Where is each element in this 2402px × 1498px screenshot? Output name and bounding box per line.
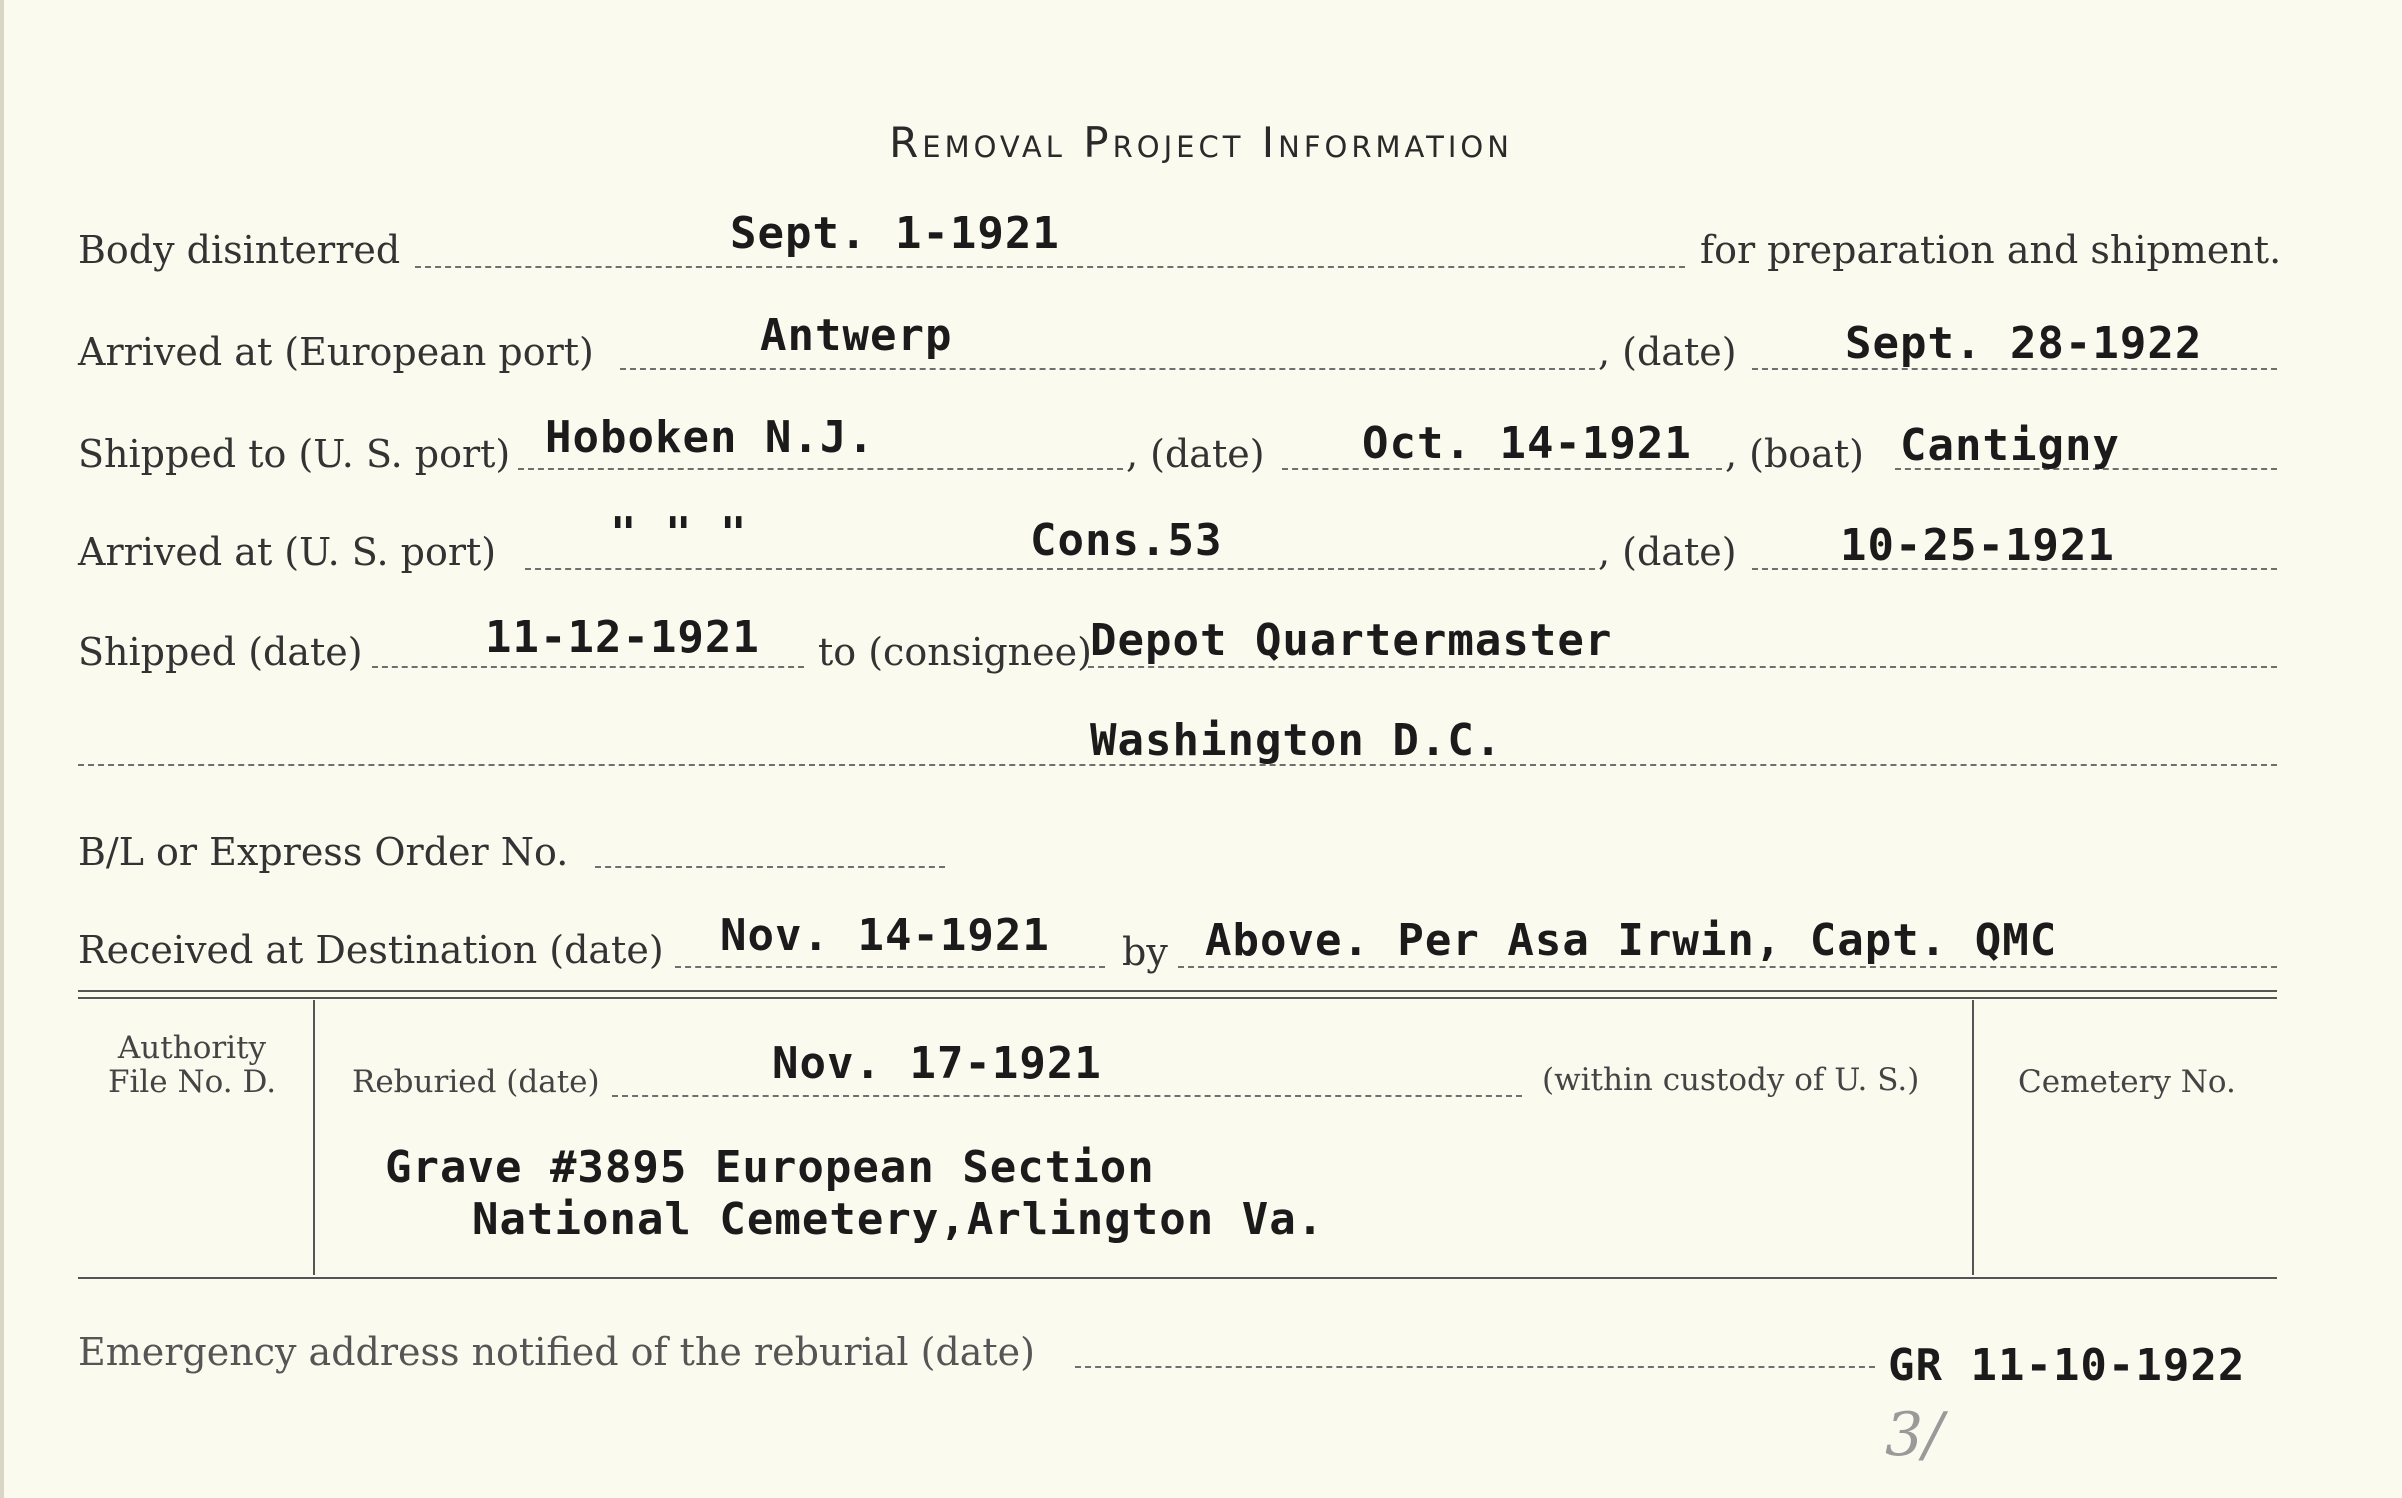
boat-value: Cantigny xyxy=(1900,420,2120,471)
arrived-us-label: Arrived at (U. S. port) xyxy=(78,530,497,574)
authority-line-2: File No. D. xyxy=(107,1064,277,1100)
pencil-mark: 3/ xyxy=(1885,1400,1944,1470)
us-port-arrived-cons: Cons.53 xyxy=(1030,515,1223,566)
custody-label: (within custody of U. S.) xyxy=(1542,1062,1920,1098)
shipped-consignee-date-value: 11-12-1921 xyxy=(485,612,760,663)
received-by-line xyxy=(1178,966,2277,968)
reburied-date-line xyxy=(612,1095,1522,1097)
bl-line xyxy=(595,866,945,868)
to-consignee-label: to (consignee) xyxy=(818,630,1092,674)
consignee-line-1 xyxy=(1088,666,2277,668)
us-port-arrived-ditto: " " " xyxy=(610,508,748,559)
shipped-date-label: , (date) xyxy=(1126,432,1265,476)
form-title: Removal Project Information xyxy=(889,118,1513,167)
received-date-line xyxy=(675,966,1105,968)
european-date-label: , (date) xyxy=(1598,330,1737,374)
for-preparation-label: for preparation and shipment. xyxy=(1700,228,2282,272)
us-port-shipped-line xyxy=(518,468,1123,470)
body-disinterred-value: Sept. 1-1921 xyxy=(730,208,1060,259)
boat-label: , (boat) xyxy=(1725,432,1864,476)
by-label: by xyxy=(1122,930,1168,974)
consignee-value-2: Washington D.C. xyxy=(1090,715,1503,766)
reburied-date-value: Nov. 17-1921 xyxy=(772,1038,1102,1089)
bl-label: B/L or Express Order No. xyxy=(78,830,569,874)
shipped-to-label: Shipped to (U. S. port) xyxy=(78,432,511,476)
shipped-consignee-date-label: Shipped (date) xyxy=(78,630,363,674)
european-port-line xyxy=(620,368,1595,370)
grave-line-2: National Cemetery,Arlington Va. xyxy=(472,1194,1325,1245)
section-rule-top-2 xyxy=(78,997,2277,999)
reburied-label: Reburied (date) xyxy=(352,1064,600,1100)
shipped-date-value: Oct. 14-1921 xyxy=(1362,418,1692,469)
european-date-value: Sept. 28-1922 xyxy=(1845,318,2203,369)
section-divider-left xyxy=(313,1000,315,1275)
us-port-shipped-value: Hoboken N.J. xyxy=(545,412,875,463)
cemetery-no-label: Cemetery No. xyxy=(2018,1064,2236,1100)
card-left-edge xyxy=(0,0,4,1498)
section-divider-right xyxy=(1972,1000,1974,1275)
arrived-date-label: , (date) xyxy=(1598,530,1737,574)
shipped-consignee-date-line xyxy=(372,666,804,668)
arrived-european-label: Arrived at (European port) xyxy=(78,330,594,374)
received-date-value: Nov. 14-1921 xyxy=(720,910,1050,961)
section-rule-bottom xyxy=(78,1277,2277,1279)
received-by-value: Above. Per Asa Irwin, Capt. QMC xyxy=(1205,915,2058,966)
consignee-value-1: Depot Quartermaster xyxy=(1090,615,1613,666)
received-label: Received at Destination (date) xyxy=(78,928,664,972)
body-disinterred-label: Body disinterred xyxy=(78,228,401,272)
authority-line-1: Authority xyxy=(117,1030,267,1066)
grave-line-1: Grave #3895 European Section xyxy=(385,1142,1155,1193)
body-disinterred-line xyxy=(415,266,1685,268)
section-rule-top-1 xyxy=(78,990,2277,992)
european-port-value: Antwerp xyxy=(760,310,953,361)
us-port-arrived-line xyxy=(525,568,1595,570)
emergency-label: Emergency address notified of the reburial (date) xyxy=(78,1330,1035,1374)
emergency-date-value: GR 11-10-1922 xyxy=(1888,1340,2246,1391)
arrived-date-value: 10-25-1921 xyxy=(1840,520,2115,571)
emergency-date-line xyxy=(1075,1366,1875,1368)
